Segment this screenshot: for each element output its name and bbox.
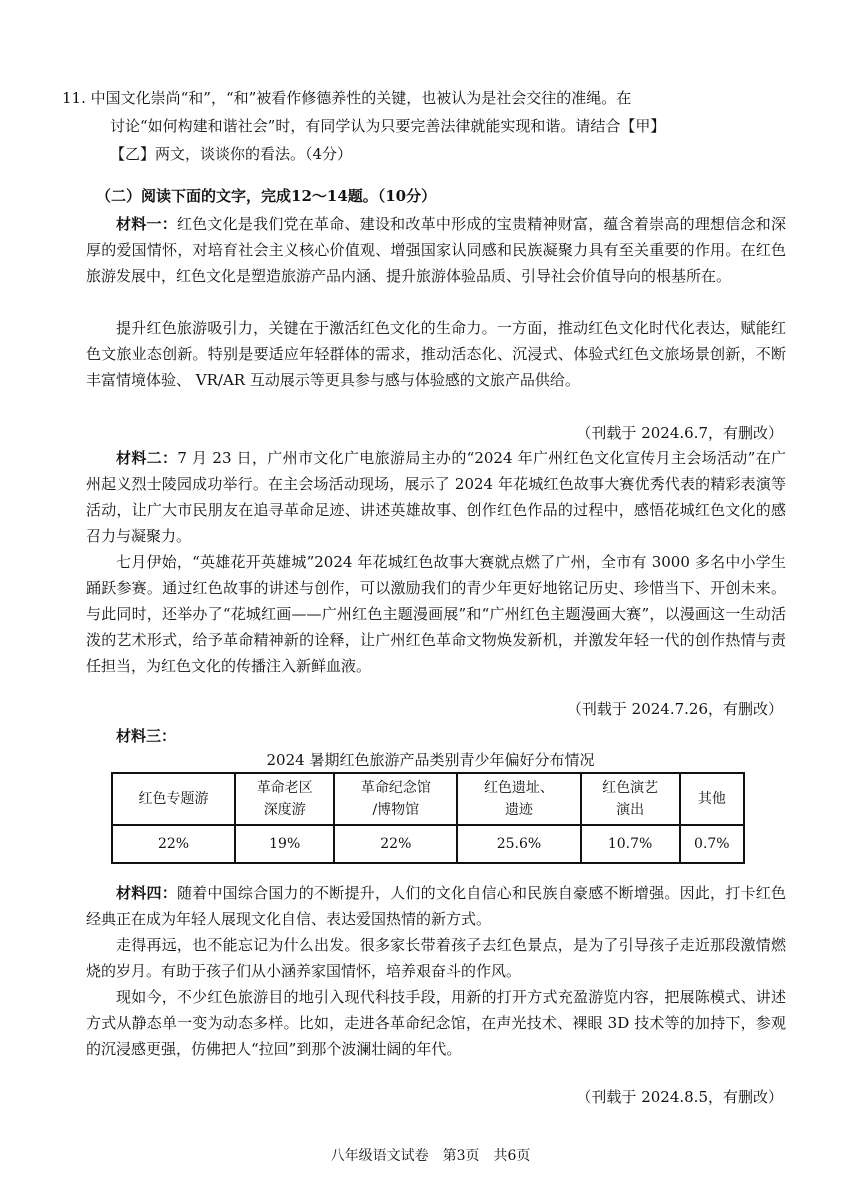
value-cell: 22% xyxy=(112,825,235,863)
material-1-label: 材料一： xyxy=(116,215,177,233)
material-3-label: 材料三： xyxy=(116,727,177,745)
preference-table xyxy=(111,772,745,864)
value-cell: 0.7% xyxy=(680,825,744,863)
material-4-text-1: 随着中国综合国力的不断提升，人们的文化自信心和民族自豪感不断增强。因此，打卡红色经典正在成为年轻人展现文化自信、表达爱国热情的新方式。 xyxy=(86,884,786,928)
material-4-paragraph-3: 现如今，不少红色旅游目的地引入现代科技手段，用新的打开方式充盈游览内容，把展陈模式、讲述方式从静态单一变为动态多样。比如，走进各革命纪念馆，在声光技术、裸眼 3D 技术等的加持下，参观的沉浸感更强，仿佛把人“拉回”到那个波澜壮阔的年代。 xyxy=(86,988,786,1058)
question-11-line-2: 讨论“如何构建和谐社会”时，有同学认为只要完善法律就能实现和谐。请结合【甲】 xyxy=(110,117,666,135)
header-cell: 红色遗址、 遗迹 xyxy=(457,773,580,825)
value-cell: 10.7% xyxy=(581,825,680,863)
header-cell: 红色专题游 xyxy=(112,773,235,825)
question-11 xyxy=(62,84,786,168)
page-footer: 八年级语文试卷 第3页 共6页 xyxy=(330,1148,531,1164)
header-cell: 革命纪念馆 /博物馆 xyxy=(334,773,457,825)
header-cell: 革命老区 深度游 xyxy=(235,773,334,825)
material-2-paragraph-2: 七月伊始，“英雄花开英雄城”2024 年花城红色故事大赛就点燃了广州，全市有 3000 多名中小学生踊跃参赛。通过红色故事的讲述与创作，可以激励我们的青少年更好地铭记历史、珍惜当下、开创未来。与此同时，还举办了“花城红画——广州红色主题漫画展”和“广州红色主题漫画大赛”，以漫画这一生动活泼的艺术形式，给予革命精神新的诠释，让广州红色革命文物焕发新机，并激发年轻一代的创作热情与责任担当，为红色文化的传播注入新鲜血液。 xyxy=(86,553,786,675)
material-4-paragraph-2: 走得再远，也不能忘记为什么出发。很多家长带着孩子去红色景点，是为了引导孩子走近那段激情燃烧的岁月。有助于孩子们从小涵养家国情怀，培养艰奋斗的作风。 xyxy=(86,936,786,980)
value-cell: 25.6% xyxy=(457,825,580,863)
question-11-line-1: 11. 中国文化崇尚“和”，“和”被看作修德养性的关键，也被认为是社会交往的准绳。在 xyxy=(62,89,632,107)
table-title: 2024 暑期红色旅游产品类别青少年偏好分布情况 xyxy=(266,751,595,769)
material-1-text-1: 红色文化是我们党在革命、建设和改革中形成的宝贵精神财富，蕴含着崇高的理想信念和深厚的爱国情怀，对培育社会主义核心价值观、增强国家认同感和民族凝聚力具有至关重要的作用。在红色旅游发展中，红色文化是塑造旅游产品内涵、提升旅游体验品质、引导社会价值导向的根基所在。 xyxy=(86,215,786,285)
question-11-line-3: 【乙】两文，谈谈你的看法。（4分） xyxy=(110,145,353,163)
material-1-paragraph-1 xyxy=(86,211,786,289)
material-4-label: 材料四： xyxy=(116,884,177,902)
material-2-text-1: 7 月 23 日，广州市文化广电旅游局主办的“2024 年广州红色文化宣传月主会场活动”在广州起义烈士陵园成功举行。在主会场活动现场，展示了 2024 年花城红色故事大赛优秀代表的精彩表演等活动，让广大市民朋友在追寻革命足迹、讲述英雄故事、创作红色作品的过程中，感悟花城红色文化的感召力与凝聚力。 xyxy=(86,449,786,545)
material-2-paragraph-1 xyxy=(86,445,786,549)
material-1-source: （刊载于 2024.6.7，有删改） xyxy=(576,424,783,442)
section-2-title: （二）阅读下面的文字，完成12～14题。（10分） xyxy=(96,187,437,205)
table-header-row xyxy=(112,773,744,825)
header-cell: 红色演艺 演出 xyxy=(581,773,680,825)
header-cell: 其他 xyxy=(680,773,744,825)
value-cell: 19% xyxy=(235,825,334,863)
material-2-source: （刊载于 2024.7.26，有删改） xyxy=(566,700,783,718)
material-1-paragraph-2: 提升红色旅游吸引力，关键在于激活红色文化的生命力。一方面，推动红色文化时代化表达，赋能红色文旅业态创新。特别是要适应年轻群体的需求，推动活态化、沉浸式、体验式红色文旅场景创新，不断丰富情境体验、 VR/AR 互动展示等更具参与感与体验感的文旅产品供给。 xyxy=(86,319,786,389)
material-4-paragraph-1 xyxy=(86,880,786,932)
material-2-label: 材料二： xyxy=(116,449,178,467)
material-4-source: （刊载于 2024.8.5，有删改） xyxy=(576,1088,783,1106)
value-cell: 22% xyxy=(334,825,457,863)
table-value-row xyxy=(112,825,744,863)
